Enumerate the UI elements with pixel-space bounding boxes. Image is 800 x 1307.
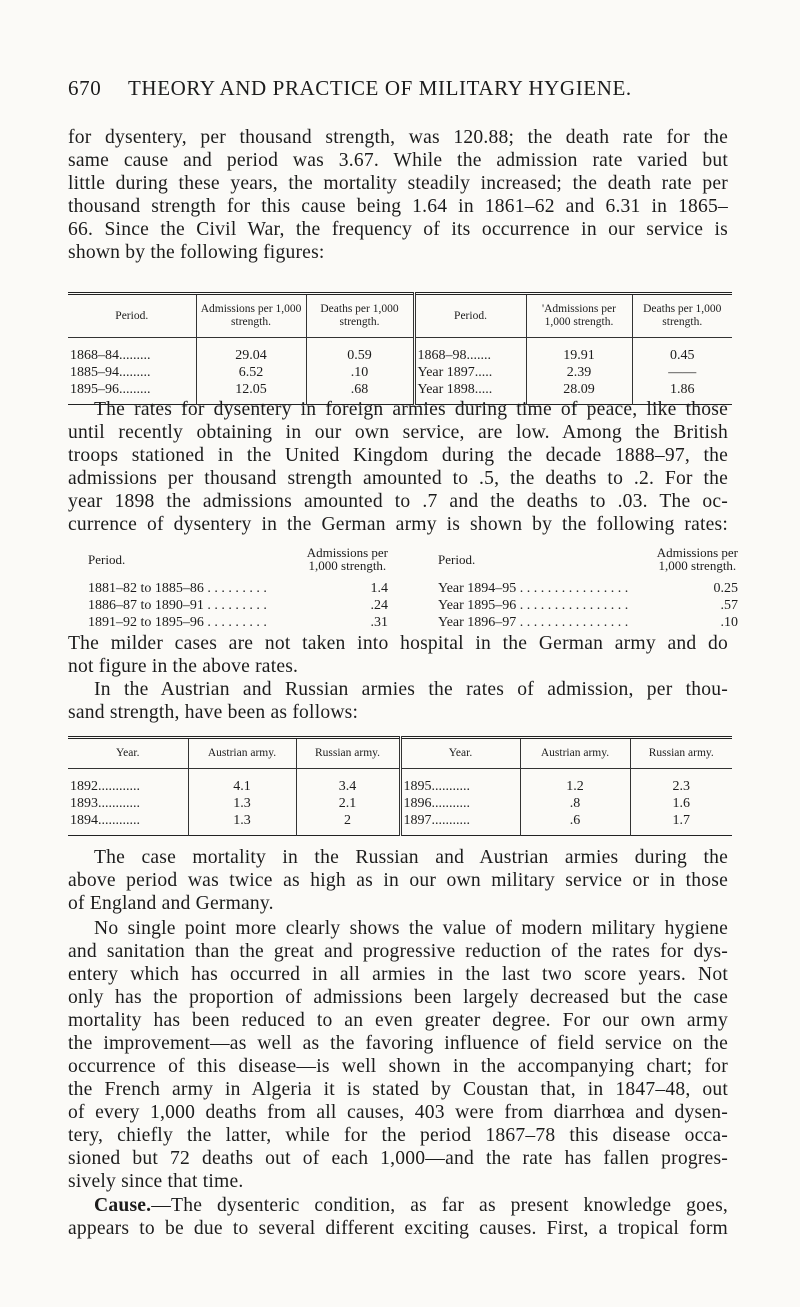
header-line: Admissions per [656, 545, 738, 560]
text-line: for dysentery, per thousand strength, was 120.88; the death rate for the [68, 127, 728, 148]
text-line: The rates for dysentery in foreign armies during time of peace, like those [94, 399, 728, 420]
column-header: Austrian army. [520, 738, 630, 769]
table-header-row [68, 294, 732, 338]
table-cell: 1893............ [70, 796, 140, 811]
text-line: appears to be due to several different exciting causes. First, a tropical form [68, 1218, 728, 1239]
table-cell: 19.91 [526, 338, 632, 365]
table-cell: 1885–94......... [70, 365, 151, 380]
table-cell: Year 1898..... [414, 381, 526, 405]
table-row [438, 614, 738, 631]
table-cell: 4.1 [188, 769, 296, 796]
text-line: shown by the following figures: [68, 242, 325, 263]
table-cell: —— [632, 364, 732, 381]
table-row [88, 614, 388, 631]
text-line: year 1898 the admissions amounted to .7 and the deaths to .03. The oc- [68, 491, 728, 512]
paragraph-hygiene-reduction [68, 917, 728, 1193]
table-cell: .6 [520, 812, 630, 836]
text-line: 66. Since the Civil War, the frequency of its occurrence in our service is [68, 219, 728, 240]
text-line: of every 1,000 deaths from all causes, 403 were from diarrhœa and dysen- [68, 1102, 728, 1123]
column-header: 'Admissions per 1,000 strength. [526, 294, 632, 338]
german-table-right [438, 546, 738, 631]
table-row [88, 580, 388, 597]
table-cell: 1895–96......... [70, 382, 151, 397]
table-cell: 1868–84......... [70, 348, 151, 363]
text-line: the improvement—as well as the favoring influence of field service on the [68, 1033, 728, 1054]
table-cell: 1892............ [70, 779, 140, 794]
value-cell: 0.25 [713, 581, 738, 596]
text-line: thousand strength for this cause being 1.64 in 1861–62 and 6.31 in 1865– [68, 196, 728, 217]
text-line: troops stationed in the United Kingdom during the decade 1888–97, the [68, 445, 728, 466]
text-line: tery, chiefly the latter, while for the period 1867–78 this disease occa- [68, 1125, 728, 1146]
column-header: Year. [400, 738, 520, 769]
period-cell: 1891–92 to 1895–96 . . . . . . . . . [88, 615, 267, 630]
text-line: No single point more clearly shows the value of modern military hygiene [94, 918, 728, 939]
text-line: currence of dysentery in the German army is shown by the following rates: [68, 514, 728, 535]
text-line: sioned but 72 deaths out of each 1,000—and the rate has fallen progres- [68, 1148, 728, 1169]
table-cell: 28.09 [526, 381, 632, 405]
table-cell: .68 [306, 381, 414, 405]
paragraph-austrian-russian [68, 632, 728, 724]
table-cell: 2.39 [526, 364, 632, 381]
column-header: Period. [414, 294, 526, 338]
table-cell: 1.3 [188, 812, 296, 836]
text-line: of England and Germany. [68, 893, 274, 914]
table-cell: 0.59 [306, 338, 414, 365]
column-header: Year. [68, 738, 188, 769]
table-cell: 1.6 [630, 795, 732, 812]
text-line: only has the proportion of admissions been largely decreased but the case [68, 987, 728, 1008]
text-line: sand strength, have been as follows: [68, 702, 359, 723]
text-line: until recently obtaining in our own service, are low. Among the British [68, 422, 728, 443]
header-line: Admissions per [306, 545, 388, 560]
table-cell: 2 [296, 812, 400, 836]
text-line: occurrence of this disease—is well shown in the accompanying chart; for [68, 1056, 728, 1077]
german-table-left [88, 546, 388, 631]
column-header: Russian army. [630, 738, 732, 769]
text-line: sively since that time. [68, 1171, 244, 1192]
column-header: Austrian army. [188, 738, 296, 769]
text-line: The milder cases are not taken into hospital in the German army and do [68, 633, 728, 654]
text-line: and sanitation than the great and progressive reduction of the rates for dys- [68, 941, 728, 962]
value-cell: .31 [370, 615, 388, 630]
table-cell: 1.2 [520, 769, 630, 796]
value-cell: 1.4 [370, 581, 388, 596]
period-cell: Year 1895–96 . . . . . . . . . . . . . . . . [438, 598, 629, 613]
table-row [68, 795, 732, 812]
table-row [68, 338, 732, 365]
table-cell: 6.52 [196, 364, 306, 381]
table-cell: 12.05 [196, 381, 306, 405]
austrian-russian-table [68, 736, 732, 836]
header-line: 1,000 strength. [308, 558, 387, 573]
table-cell: Year 1897..... [414, 364, 526, 381]
table-cell: 1896........... [400, 795, 520, 812]
table-cell: 0.45 [632, 338, 732, 365]
table-cell: 1897........... [400, 812, 520, 836]
text-line: same cause and period was 3.67. While the admission rate varied but [68, 150, 728, 171]
paragraph-case-mortality [68, 846, 728, 915]
paragraph-dysentery-rates [68, 126, 728, 264]
column-header: Admissions per 1,000 strength. [196, 294, 306, 338]
value-cell: .10 [720, 615, 738, 630]
table-header-row [68, 738, 732, 769]
column-header: Period. [68, 294, 196, 338]
section-heading: Cause. [94, 1195, 152, 1216]
table-cell: 1894............ [70, 813, 140, 828]
value-cell: .57 [720, 598, 738, 613]
table-row [68, 364, 732, 381]
table-row [88, 597, 388, 614]
table-row [68, 769, 732, 796]
text-line: mortality has been reduced to an even greater degree. For our own army [68, 1010, 728, 1031]
table-cell: 1.3 [188, 795, 296, 812]
text-line: entery which has occurred in all armies in the last two score years. Not [68, 964, 728, 985]
text-line: above period was twice as high as in our own military service or in those [68, 870, 728, 891]
period-cell: 1881–82 to 1885–86 . . . . . . . . . [88, 581, 267, 596]
text-line: the French army in Algeria it is stated by Coustan that, in 1847–48, out [68, 1079, 728, 1100]
page-number: 670 [68, 76, 102, 100]
column-header [307, 546, 388, 572]
text-line [68, 1194, 728, 1217]
table-cell: 1895........... [400, 769, 520, 796]
running-header [68, 76, 728, 101]
column-header: Period. [438, 552, 476, 567]
period-cell: Year 1894–95 . . . . . . . . . . . . . . . . [438, 581, 629, 596]
text-line: little during these years, the mortality steadily increased; the death rate per [68, 173, 728, 194]
column-header [657, 546, 738, 572]
us-dysentery-table [68, 292, 732, 405]
text-line: The case mortality in the Russian and Austrian armies during the [94, 847, 728, 868]
table-cell: 2.3 [630, 769, 732, 796]
header-line: 1,000 strength. [658, 558, 737, 573]
table-cell: 1868–98....... [414, 338, 526, 365]
table-cell: .8 [520, 795, 630, 812]
table-row [438, 580, 738, 597]
table-cell: 1.7 [630, 812, 732, 836]
text-line-rest: —The dysenteric condition, as far as present knowledge goes, [151, 1195, 728, 1216]
column-header: Russian army. [296, 738, 400, 769]
table-row [438, 597, 738, 614]
table-cell: 29.04 [196, 338, 306, 365]
table-cell: .10 [306, 364, 414, 381]
table-cell: 3.4 [296, 769, 400, 796]
period-cell: Year 1896–97 . . . . . . . . . . . . . . . . [438, 615, 629, 630]
table-cell: 2.1 [296, 795, 400, 812]
column-header: Deaths per 1,000 strength. [306, 294, 414, 338]
value-cell: .24 [370, 598, 388, 613]
paragraph-cause [68, 1194, 728, 1240]
column-header: Deaths per 1,000 strength. [632, 294, 732, 338]
paragraph-foreign-armies [68, 398, 728, 536]
period-cell: 1886–87 to 1890–91 . . . . . . . . . [88, 598, 267, 613]
table-cell: 1.86 [632, 381, 732, 405]
text-line: not figure in the above rates. [68, 656, 299, 677]
column-header: Period. [88, 552, 126, 567]
table-row [68, 812, 732, 836]
text-line: In the Austrian and Russian armies the rates of admission, per thou- [94, 679, 728, 700]
text-line: admissions per thousand strength amounted to .5, the deaths to .2. For the [68, 468, 728, 489]
running-title: THEORY AND PRACTICE OF MILITARY HYGIENE. [128, 76, 632, 100]
